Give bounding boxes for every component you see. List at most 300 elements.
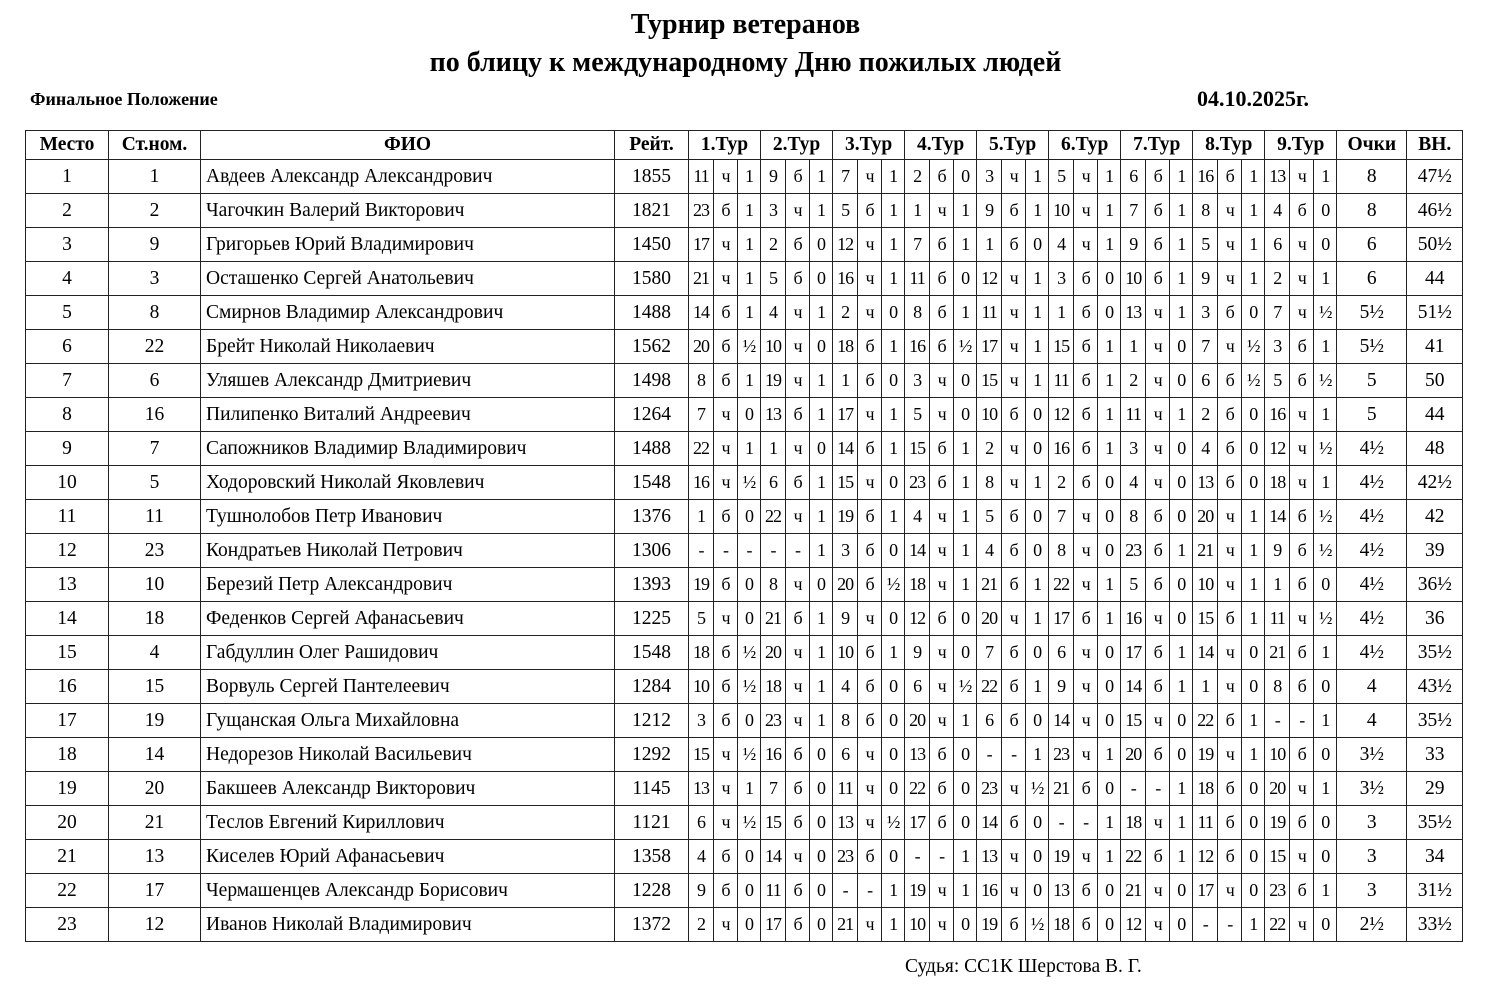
round-opponent-cell: 6 — [1049, 636, 1074, 670]
round-color-cell: ч — [786, 364, 810, 398]
round-opponent-cell: 11 — [1265, 602, 1290, 636]
round-result-cell: 0 — [810, 772, 833, 806]
round-color-cell: б — [714, 296, 738, 330]
round-opponent-cell: 22 — [1049, 568, 1074, 602]
round-opponent-cell: 20 — [1121, 738, 1146, 772]
round-color-cell: ч — [1218, 330, 1242, 364]
round-color-cell: ч — [1074, 160, 1098, 194]
round-opponent-cell: 7 — [1049, 500, 1074, 534]
table-row — [26, 636, 1463, 670]
round-result-cell: 1 — [1098, 806, 1121, 840]
place-cell: 14 — [26, 602, 109, 636]
round-result-cell: 0 — [810, 738, 833, 772]
round-result-cell: 0 — [1098, 874, 1121, 908]
round-result-cell: 1 — [1170, 534, 1193, 568]
round-result-cell: 1 — [810, 160, 833, 194]
points-cell: 4½ — [1337, 534, 1407, 568]
round-result-cell: 1 — [1242, 500, 1265, 534]
round-result-cell: 1 — [1026, 568, 1049, 602]
round-result-cell: 1 — [810, 364, 833, 398]
round-color-cell: б — [1002, 228, 1026, 262]
start-number-cell: 22 — [109, 330, 201, 364]
round-opponent-cell: 13 — [1265, 160, 1290, 194]
round-result-cell: 1 — [1242, 194, 1265, 228]
round-color-cell: ч — [858, 466, 882, 500]
round-opponent-cell: 15 — [977, 364, 1002, 398]
round-color-cell: б — [1002, 670, 1026, 704]
points-cell: 3 — [1337, 806, 1407, 840]
round-color-cell: б — [858, 568, 882, 602]
round-result-cell: ½ — [1026, 772, 1049, 806]
round-opponent-cell: 7 — [905, 228, 930, 262]
round-opponent-cell: 5 — [1193, 228, 1218, 262]
round-color-cell: ч — [1146, 466, 1170, 500]
round-color-cell: б — [858, 364, 882, 398]
round-color-cell: ч — [714, 228, 738, 262]
round-color-cell: ч — [714, 432, 738, 466]
round-opponent-cell: 11 — [1193, 806, 1218, 840]
round-opponent-cell: 1 — [1193, 670, 1218, 704]
round-color-cell: ч — [1002, 772, 1026, 806]
round-color-cell: ч — [1290, 772, 1314, 806]
round-result-cell: 1 — [954, 466, 977, 500]
round-opponent-cell: - — [1121, 772, 1146, 806]
round-result-cell: 0 — [738, 874, 761, 908]
round-result-cell: 0 — [954, 908, 977, 942]
round-color-cell: ч — [858, 772, 882, 806]
round-opponent-cell: 2 — [1193, 398, 1218, 432]
round-opponent-cell: - — [1049, 806, 1074, 840]
rating-cell: 1393 — [615, 568, 689, 602]
round-result-cell: 1 — [810, 636, 833, 670]
buchholz-cell: 35½ — [1407, 636, 1463, 670]
round-result-cell: 0 — [738, 568, 761, 602]
round-opponent-cell: 6 — [761, 466, 786, 500]
round-color-cell: - — [930, 840, 954, 874]
rating-cell: 1225 — [615, 602, 689, 636]
round-result-cell: 1 — [1170, 398, 1193, 432]
round-color-cell: ч — [858, 398, 882, 432]
round-result-cell: 1 — [1170, 636, 1193, 670]
round-result-cell: 0 — [1242, 772, 1265, 806]
round-opponent-cell: 8 — [1193, 194, 1218, 228]
round-color-cell: б — [714, 194, 738, 228]
round-opponent-cell: 14 — [1049, 704, 1074, 738]
round-opponent-cell: 23 — [761, 704, 786, 738]
round-opponent-cell: 19 — [977, 908, 1002, 942]
round-opponent-cell: 21 — [833, 908, 858, 942]
place-cell: 6 — [26, 330, 109, 364]
round-opponent-cell: 19 — [1193, 738, 1218, 772]
round-result-cell: 1 — [882, 908, 905, 942]
round-color-cell: - — [1290, 704, 1314, 738]
round-result-cell: 0 — [882, 738, 905, 772]
round-result-cell: 1 — [1026, 466, 1049, 500]
round-opponent-cell: 5 — [905, 398, 930, 432]
round-color-cell: ч — [1290, 228, 1314, 262]
points-cell: 3½ — [1337, 772, 1407, 806]
round-result-cell: 0 — [1242, 466, 1265, 500]
round-opponent-cell: 7 — [977, 636, 1002, 670]
round-color-cell: ч — [1074, 636, 1098, 670]
round-result-cell: 0 — [882, 704, 905, 738]
round-color-cell: ч — [1218, 262, 1242, 296]
round-color-cell: - — [1002, 738, 1026, 772]
round-opponent-cell: 2 — [833, 296, 858, 330]
round-result-cell: 0 — [1170, 704, 1193, 738]
buchholz-cell: 34 — [1407, 840, 1463, 874]
rating-cell: 1548 — [615, 636, 689, 670]
header-round-8: 8.Тур — [1193, 131, 1265, 160]
round-color-cell: б — [786, 398, 810, 432]
tournament-subtitle: по блицу к международному Дню пожилых людей — [429, 47, 1062, 78]
round-color-cell: б — [1002, 534, 1026, 568]
round-result-cell: ½ — [738, 670, 761, 704]
round-result-cell: 0 — [1026, 874, 1049, 908]
round-color-cell: ч — [786, 194, 810, 228]
round-opponent-cell: 7 — [761, 772, 786, 806]
round-color-cell: б — [930, 296, 954, 330]
round-color-cell: б — [1290, 194, 1314, 228]
round-result-cell: 1 — [1026, 602, 1049, 636]
round-result-cell: 1 — [1098, 738, 1121, 772]
round-color-cell: ч — [1218, 636, 1242, 670]
table-row — [26, 840, 1463, 874]
round-opponent-cell: 9 — [761, 160, 786, 194]
round-color-cell: ч — [1218, 874, 1242, 908]
round-opponent-cell: 4 — [1193, 432, 1218, 466]
start-number-cell: 2 — [109, 194, 201, 228]
round-opponent-cell: 14 — [761, 840, 786, 874]
round-color-cell: ч — [930, 364, 954, 398]
buchholz-cell: 42½ — [1407, 466, 1463, 500]
round-result-cell: 0 — [738, 908, 761, 942]
round-color-cell: б — [786, 806, 810, 840]
buchholz-cell: 29 — [1407, 772, 1463, 806]
player-name-cell: Гущанская Ольга Михайловна — [201, 704, 615, 738]
round-color-cell: б — [858, 840, 882, 874]
round-color-cell: ч — [1002, 296, 1026, 330]
round-opponent-cell: 11 — [833, 772, 858, 806]
round-opponent-cell: 22 — [1121, 840, 1146, 874]
round-color-cell: ч — [1218, 500, 1242, 534]
round-result-cell: 1 — [1170, 262, 1193, 296]
round-opponent-cell: 23 — [1049, 738, 1074, 772]
player-name-cell: Бакшеев Александр Викторович — [201, 772, 615, 806]
points-cell: 3 — [1337, 874, 1407, 908]
start-number-cell: 10 — [109, 568, 201, 602]
round-result-cell: 1 — [954, 704, 977, 738]
round-color-cell: ч — [1074, 704, 1098, 738]
round-opponent-cell: 18 — [1121, 806, 1146, 840]
round-opponent-cell: 12 — [1193, 840, 1218, 874]
start-number-cell: 9 — [109, 228, 201, 262]
round-result-cell: 1 — [1026, 262, 1049, 296]
round-result-cell: 0 — [954, 738, 977, 772]
round-result-cell: 1 — [882, 500, 905, 534]
round-color-cell: б — [1146, 534, 1170, 568]
round-result-cell: 0 — [1098, 636, 1121, 670]
round-result-cell: 1 — [1170, 806, 1193, 840]
round-opponent-cell: 12 — [833, 228, 858, 262]
round-result-cell: 0 — [1026, 228, 1049, 262]
round-color-cell: ч — [714, 262, 738, 296]
round-opponent-cell: 10 — [1265, 738, 1290, 772]
round-color-cell: б — [786, 772, 810, 806]
round-color-cell: б — [1146, 228, 1170, 262]
points-cell: 6 — [1337, 228, 1407, 262]
round-result-cell: ½ — [738, 738, 761, 772]
round-opponent-cell: 15 — [1049, 330, 1074, 364]
rating-cell: 1358 — [615, 840, 689, 874]
place-cell: 16 — [26, 670, 109, 704]
round-result-cell: 0 — [810, 262, 833, 296]
round-color-cell: б — [1290, 874, 1314, 908]
round-opponent-cell: 19 — [1265, 806, 1290, 840]
round-color-cell: ч — [714, 908, 738, 942]
round-opponent-cell: - — [1265, 704, 1290, 738]
table-row — [26, 704, 1463, 738]
round-opponent-cell: 15 — [905, 432, 930, 466]
round-result-cell: 1 — [882, 262, 905, 296]
rating-cell: 1372 — [615, 908, 689, 942]
round-result-cell: 0 — [1026, 398, 1049, 432]
round-color-cell: ч — [1002, 330, 1026, 364]
round-color-cell: б — [786, 908, 810, 942]
rating-cell: 1306 — [615, 534, 689, 568]
round-color-cell: б — [1218, 296, 1242, 330]
round-opponent-cell: 16 — [1193, 160, 1218, 194]
round-opponent-cell: 10 — [977, 398, 1002, 432]
round-result-cell: 0 — [882, 840, 905, 874]
round-color-cell: б — [714, 500, 738, 534]
round-color-cell: ч — [1074, 194, 1098, 228]
place-cell: 17 — [26, 704, 109, 738]
round-color-cell: б — [1218, 772, 1242, 806]
round-color-cell: ч — [930, 534, 954, 568]
round-result-cell: 0 — [1170, 330, 1193, 364]
rating-cell: 1264 — [615, 398, 689, 432]
round-result-cell: 1 — [1314, 636, 1337, 670]
round-opponent-cell: 2 — [689, 908, 714, 942]
header-round-4: 4.Тур — [905, 131, 977, 160]
round-result-cell: 0 — [1098, 262, 1121, 296]
round-color-cell: б — [714, 636, 738, 670]
place-cell: 19 — [26, 772, 109, 806]
round-opponent-cell: 14 — [1193, 636, 1218, 670]
player-name-cell: Ворвуль Сергей Пантелеевич — [201, 670, 615, 704]
round-opponent-cell: 16 — [761, 738, 786, 772]
round-opponent-cell: 8 — [1121, 500, 1146, 534]
round-result-cell: 1 — [1026, 330, 1049, 364]
round-color-cell: ч — [1146, 806, 1170, 840]
round-result-cell: - — [738, 534, 761, 568]
round-result-cell: ½ — [1314, 364, 1337, 398]
header-start-number: Ст.ном. — [109, 131, 201, 160]
round-color-cell: б — [786, 160, 810, 194]
round-color-cell: ч — [786, 330, 810, 364]
place-cell: 15 — [26, 636, 109, 670]
round-opponent-cell: 19 — [1049, 840, 1074, 874]
round-opponent-cell: 2 — [1121, 364, 1146, 398]
round-result-cell: 0 — [1170, 432, 1193, 466]
round-result-cell: ½ — [1242, 364, 1265, 398]
round-opponent-cell: 4 — [761, 296, 786, 330]
round-opponent-cell: 11 — [977, 296, 1002, 330]
round-result-cell: ½ — [1314, 500, 1337, 534]
round-opponent-cell: 13 — [1193, 466, 1218, 500]
round-opponent-cell: 3 — [1049, 262, 1074, 296]
round-color-cell: ч — [930, 670, 954, 704]
round-color-cell: ч — [1074, 568, 1098, 602]
round-opponent-cell: 17 — [1193, 874, 1218, 908]
round-color-cell: б — [1074, 772, 1098, 806]
round-result-cell: 1 — [1098, 432, 1121, 466]
round-color-cell: ч — [786, 568, 810, 602]
round-result-cell: 1 — [1098, 602, 1121, 636]
round-color-cell: ч — [858, 262, 882, 296]
points-cell: 4 — [1337, 670, 1407, 704]
round-result-cell: ½ — [1026, 908, 1049, 942]
player-name-cell: Брейт Николай Николаевич — [201, 330, 615, 364]
round-color-cell: б — [930, 602, 954, 636]
player-name-cell: Пилипенко Виталий Андреевич — [201, 398, 615, 432]
round-result-cell: 0 — [810, 228, 833, 262]
round-result-cell: 1 — [810, 296, 833, 330]
table-row — [26, 432, 1463, 466]
round-color-cell: б — [714, 704, 738, 738]
rating-cell: 1121 — [615, 806, 689, 840]
round-opponent-cell: 1 — [1265, 568, 1290, 602]
round-color-cell: ч — [1074, 500, 1098, 534]
round-result-cell: 0 — [810, 874, 833, 908]
round-result-cell: 1 — [1170, 194, 1193, 228]
round-opponent-cell: 11 — [1049, 364, 1074, 398]
round-color-cell: б — [1074, 364, 1098, 398]
round-color-cell: б — [786, 262, 810, 296]
round-color-cell: б — [1074, 330, 1098, 364]
table-row — [26, 738, 1463, 772]
round-color-cell: ч — [1218, 228, 1242, 262]
place-cell: 3 — [26, 228, 109, 262]
round-result-cell: 1 — [1314, 330, 1337, 364]
player-name-cell: Теслов Евгений Кириллович — [201, 806, 615, 840]
round-color-cell: ч — [1146, 908, 1170, 942]
points-cell: 4½ — [1337, 500, 1407, 534]
rating-cell: 1292 — [615, 738, 689, 772]
points-cell: 8 — [1337, 160, 1407, 194]
round-color-cell: - — [1074, 806, 1098, 840]
round-opponent-cell: 6 — [689, 806, 714, 840]
round-result-cell: 1 — [1170, 296, 1193, 330]
player-name-cell: Киселев Юрий Афанасьевич — [201, 840, 615, 874]
buchholz-cell: 51½ — [1407, 296, 1463, 330]
round-opponent-cell: 9 — [1265, 534, 1290, 568]
round-result-cell: 1 — [810, 670, 833, 704]
round-result-cell: 0 — [1170, 874, 1193, 908]
round-result-cell: 1 — [738, 296, 761, 330]
round-opponent-cell: 8 — [1265, 670, 1290, 704]
round-opponent-cell: 3 — [1121, 432, 1146, 466]
round-opponent-cell: 16 — [689, 466, 714, 500]
round-color-cell: ч — [1002, 466, 1026, 500]
round-result-cell: 1 — [954, 500, 977, 534]
round-color-cell: б — [786, 602, 810, 636]
round-result-cell: 0 — [954, 602, 977, 636]
round-color-cell: ч — [1146, 364, 1170, 398]
round-opponent-cell: 18 — [689, 636, 714, 670]
round-color-cell: б — [1290, 330, 1314, 364]
round-opponent-cell: 17 — [833, 398, 858, 432]
round-result-cell: ½ — [738, 806, 761, 840]
round-color-cell: б — [714, 568, 738, 602]
round-opponent-cell: 20 — [761, 636, 786, 670]
round-color-cell: б — [1146, 194, 1170, 228]
round-color-cell: ч — [786, 432, 810, 466]
round-opponent-cell: 4 — [833, 670, 858, 704]
round-opponent-cell: 15 — [833, 466, 858, 500]
round-opponent-cell: 21 — [689, 262, 714, 296]
round-result-cell: 0 — [1314, 228, 1337, 262]
round-result-cell: 1 — [1098, 364, 1121, 398]
round-opponent-cell: 4 — [977, 534, 1002, 568]
round-opponent-cell: 18 — [905, 568, 930, 602]
round-result-cell: 1 — [810, 534, 833, 568]
round-opponent-cell: 10 — [1049, 194, 1074, 228]
round-opponent-cell: 18 — [761, 670, 786, 704]
buchholz-cell: 36 — [1407, 602, 1463, 636]
round-opponent-cell: 9 — [905, 636, 930, 670]
round-opponent-cell: 23 — [977, 772, 1002, 806]
round-result-cell: ½ — [882, 806, 905, 840]
round-result-cell: 1 — [738, 772, 761, 806]
round-color-cell: б — [1002, 636, 1026, 670]
rating-cell: 1145 — [615, 772, 689, 806]
round-opponent-cell: - — [761, 534, 786, 568]
header-round-5: 5.Тур — [977, 131, 1049, 160]
round-result-cell: 0 — [1242, 398, 1265, 432]
round-opponent-cell: 12 — [1049, 398, 1074, 432]
round-result-cell: 1 — [1314, 772, 1337, 806]
buchholz-cell: 46½ — [1407, 194, 1463, 228]
round-opponent-cell: - — [1193, 908, 1218, 942]
round-opponent-cell: 23 — [689, 194, 714, 228]
round-color-cell: ч — [1074, 534, 1098, 568]
header-round-2: 2.Тур — [761, 131, 833, 160]
round-opponent-cell: 8 — [833, 704, 858, 738]
round-result-cell: 1 — [810, 194, 833, 228]
round-color-cell: б — [786, 874, 810, 908]
round-opponent-cell: 14 — [833, 432, 858, 466]
round-opponent-cell: 9 — [1193, 262, 1218, 296]
round-result-cell: 0 — [810, 330, 833, 364]
table-row — [26, 500, 1463, 534]
round-color-cell: - — [786, 534, 810, 568]
round-result-cell: 0 — [954, 636, 977, 670]
round-opponent-cell: 14 — [689, 296, 714, 330]
start-number-cell: 16 — [109, 398, 201, 432]
round-color-cell: б — [1146, 262, 1170, 296]
round-result-cell: 1 — [882, 194, 905, 228]
round-result-cell: 0 — [954, 262, 977, 296]
round-color-cell: ч — [1146, 432, 1170, 466]
header-buchholz: ВН. — [1407, 131, 1463, 160]
round-result-cell: 1 — [882, 398, 905, 432]
header-round-1: 1.Тур — [689, 131, 761, 160]
round-opponent-cell: 5 — [1049, 160, 1074, 194]
round-opponent-cell: 9 — [977, 194, 1002, 228]
round-result-cell: 0 — [1242, 874, 1265, 908]
